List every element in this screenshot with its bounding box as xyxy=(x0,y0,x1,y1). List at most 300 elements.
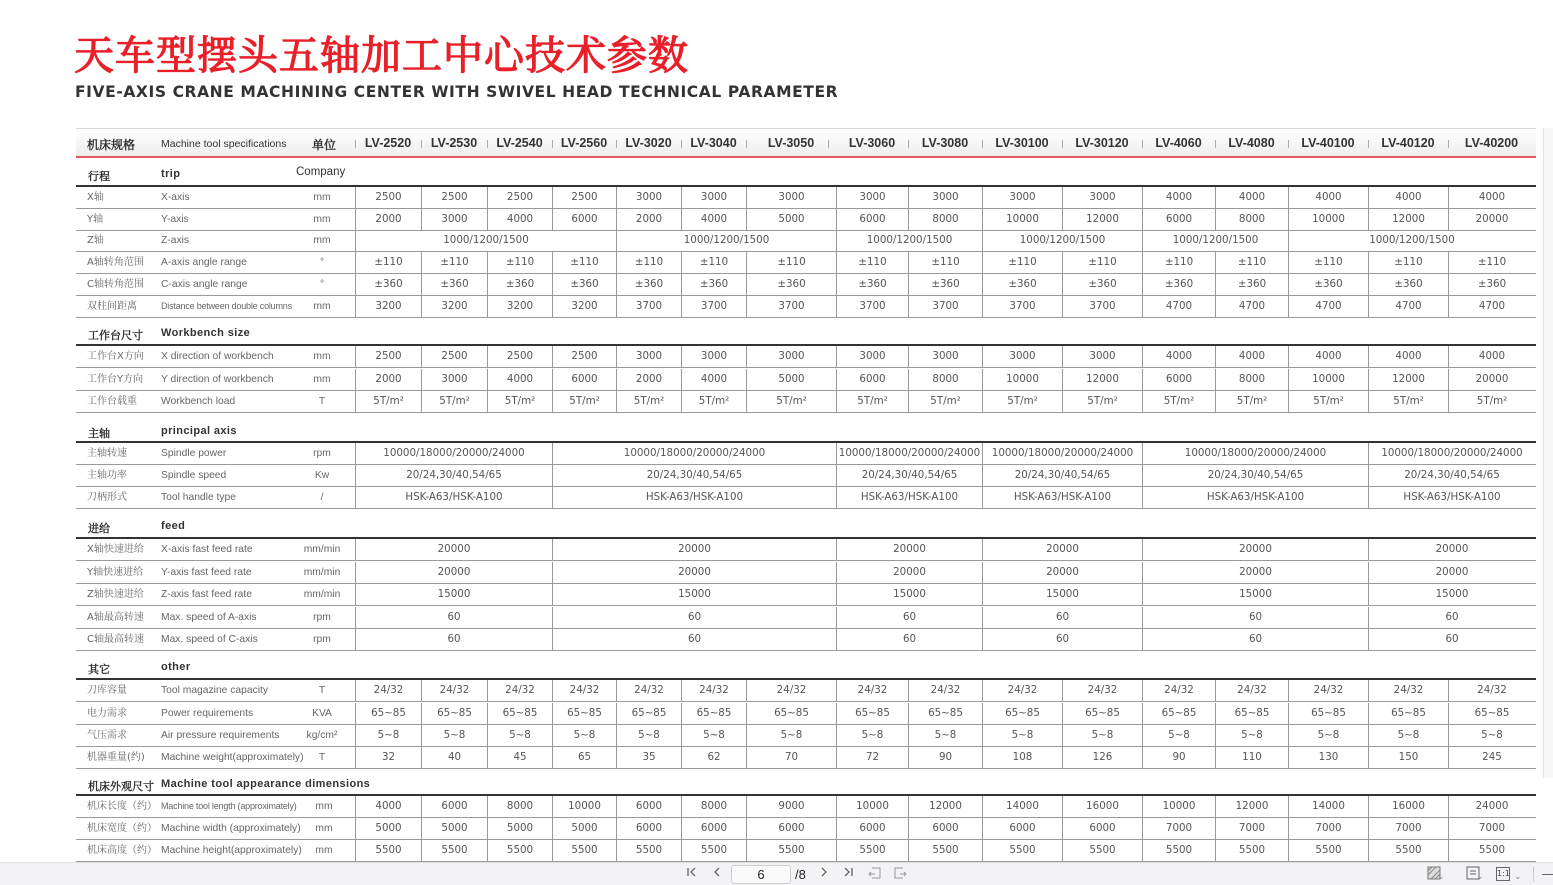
value-cell: 5T/m² xyxy=(746,391,836,412)
value-cell: 3000 xyxy=(982,187,1062,208)
chevron-left-icon xyxy=(711,866,723,878)
value-cell: 9000 xyxy=(746,796,836,817)
value-cell: ±360 xyxy=(681,274,746,295)
table-row xyxy=(76,252,1536,274)
value-cell: 3700 xyxy=(616,296,681,317)
value-cell: 60 xyxy=(552,629,836,650)
value-cell: 20000 xyxy=(1368,539,1535,560)
value-cell: 3000 xyxy=(681,346,746,367)
value-cell: ±110 xyxy=(487,252,552,273)
value-cell: ±360 xyxy=(982,274,1062,295)
model-header: LV-3050 xyxy=(767,136,815,150)
value-cell: ±110 xyxy=(681,252,746,273)
value-cell: 2500 xyxy=(487,187,552,208)
value-cell: 6000 xyxy=(681,818,746,839)
value-cell: 4000 xyxy=(1215,346,1288,367)
value-cell: 10000/18000/20000/24000 xyxy=(355,443,552,464)
value-cell: 10000 xyxy=(982,209,1062,230)
value-cell: 3700 xyxy=(982,296,1062,317)
value-cell: 12000 xyxy=(1062,209,1142,230)
section-title-en: principal axis xyxy=(161,425,237,437)
value-cell: 5000 xyxy=(552,818,616,839)
value-cell: 4000 xyxy=(1368,187,1448,208)
value-cell: 5T/m² xyxy=(487,391,552,412)
value-cell: ±360 xyxy=(1288,274,1368,295)
value-cell: 3000 xyxy=(681,187,746,208)
value-cell: 35 xyxy=(616,747,681,768)
rotate-back-button[interactable] xyxy=(867,866,883,883)
value-cell: HSK-A63/HSK-A100 xyxy=(355,487,552,508)
value-cell: 65~85 xyxy=(982,703,1062,724)
table-row xyxy=(76,274,1536,296)
row-label-cn: Y轴快速进给 xyxy=(87,567,144,578)
value-cell: 1000/1200/1500 xyxy=(982,230,1142,251)
value-cell: 10000/18000/20000/24000 xyxy=(1368,443,1535,464)
row-label-en: Max. speed of C-axis xyxy=(161,634,258,645)
row-label-en: Max. speed of A-axis xyxy=(161,612,257,623)
value-cell: 110 xyxy=(1215,747,1288,768)
unit-column-label: Company xyxy=(296,166,346,178)
value-cell: 10000/18000/20000/24000 xyxy=(982,443,1142,464)
value-cell: 10000 xyxy=(1288,209,1368,230)
value-cell: 5500 xyxy=(1215,840,1288,861)
row-label-en: Y-axis xyxy=(161,214,189,225)
row-label-cn: 主轴转速 xyxy=(87,448,127,459)
chevron-down-icon: ⌄ xyxy=(1514,872,1522,882)
row-label-en: Distance between double columns xyxy=(161,301,292,311)
value-cell: 14000 xyxy=(982,796,1062,817)
value-cell: 6000 xyxy=(421,796,487,817)
value-cell: 6000 xyxy=(616,796,681,817)
header-separator xyxy=(828,140,829,148)
header-separator xyxy=(1448,140,1449,148)
value-cell: 20000 xyxy=(552,562,836,583)
value-cell: 20000 xyxy=(1448,369,1535,390)
row-label-en: X-axis xyxy=(161,192,190,203)
value-cell: HSK-A63/HSK-A100 xyxy=(552,487,836,508)
section-title-en: Machine tool appearance dimensions xyxy=(161,778,371,790)
value-cell: ±110 xyxy=(746,252,836,273)
value-cell: ±110 xyxy=(1448,252,1535,273)
row-label-cn: Y轴 xyxy=(87,214,104,225)
page-back-icon xyxy=(868,866,882,880)
header-separator xyxy=(1142,140,1143,148)
value-cell: ±110 xyxy=(1142,252,1215,273)
page-total: /8 xyxy=(795,867,806,882)
value-cell: 3000 xyxy=(908,346,982,367)
value-cell: 15000 xyxy=(982,584,1142,605)
value-cell: 2000 xyxy=(355,369,421,390)
value-cell: 4700 xyxy=(1142,296,1215,317)
header-separator xyxy=(746,140,747,148)
first-page-button[interactable] xyxy=(684,866,700,883)
value-cell: 70 xyxy=(746,747,836,768)
value-cell: ±360 xyxy=(421,274,487,295)
page-title-english: FIVE-AXIS CRANE MACHINING CENTER WITH SWIVEL HEAD TECHNICAL PARAMETER xyxy=(75,82,839,101)
value-cell: ±110 xyxy=(1062,252,1142,273)
header-spec-en: Machine tool specifications xyxy=(161,138,287,150)
row-label-en: Z-axis xyxy=(161,235,190,246)
page-forward-icon xyxy=(893,866,907,880)
value-cell: 3000 xyxy=(908,187,982,208)
value-cell: 1000/1200/1500 xyxy=(355,230,616,251)
model-header: LV-40100 xyxy=(1301,136,1355,150)
row-unit: mm/min xyxy=(303,567,341,578)
section-title-cn: 机床外观尺寸 xyxy=(88,780,154,793)
value-cell: 5500 xyxy=(1062,840,1142,861)
value-cell: 245 xyxy=(1448,747,1535,768)
row-unit: rpm xyxy=(313,634,331,645)
header-separator xyxy=(355,140,356,148)
value-cell: 7000 xyxy=(1368,818,1448,839)
value-cell: 1000/1200/1500 xyxy=(616,230,836,251)
section-title-en: Workbench size xyxy=(161,327,251,339)
table-row xyxy=(76,443,1536,465)
row-unit: mm xyxy=(313,301,331,312)
value-cell: 3200 xyxy=(421,296,487,317)
highlight-tool-button[interactable] xyxy=(1419,866,1449,883)
value-cell: 5500 xyxy=(355,840,421,861)
value-cell: 65~85 xyxy=(421,703,487,724)
value-cell: 12000 xyxy=(1062,369,1142,390)
row-label-en: Y-axis fast feed rate xyxy=(161,567,252,578)
value-cell: 20000 xyxy=(1142,562,1368,583)
value-cell: 65~85 xyxy=(355,703,421,724)
value-cell: 130 xyxy=(1288,747,1368,768)
value-cell: 60 xyxy=(355,607,552,628)
value-cell: 10000/18000/20000/24000 xyxy=(836,443,982,464)
value-cell: 2000 xyxy=(355,209,421,230)
value-cell: 5T/m² xyxy=(1142,391,1215,412)
row-label-en: Spindle speed xyxy=(161,470,227,481)
last-page-button[interactable] xyxy=(840,866,856,883)
row-unit: mm xyxy=(315,845,333,856)
value-cell: 60 xyxy=(1142,629,1368,650)
value-cell: 10000 xyxy=(552,796,616,817)
value-cell: ±360 xyxy=(1215,274,1288,295)
value-cell: 4700 xyxy=(1215,296,1288,317)
value-cell: 5~8 xyxy=(1062,725,1142,746)
value-cell: 5~8 xyxy=(1215,725,1288,746)
value-cell: 4000 xyxy=(681,369,746,390)
table-row xyxy=(76,562,1536,584)
value-cell: 65~85 xyxy=(1288,703,1368,724)
value-cell: 65~85 xyxy=(616,703,681,724)
value-cell: 5~8 xyxy=(1142,725,1215,746)
value-cell: 5~8 xyxy=(836,725,908,746)
value-cell: 15000 xyxy=(355,584,552,605)
header-separator xyxy=(616,140,617,148)
value-cell: ±360 xyxy=(1448,274,1535,295)
value-cell: 10000 xyxy=(836,796,908,817)
value-cell: 3000 xyxy=(836,187,908,208)
value-cell: 5500 xyxy=(982,840,1062,861)
value-cell: 60 xyxy=(1368,607,1535,628)
header-unit: 单位 xyxy=(312,138,337,152)
row-label-en: Tool magazine capacity xyxy=(161,685,269,696)
header-separator xyxy=(908,140,909,148)
value-cell: 7000 xyxy=(1215,818,1288,839)
row-unit: T xyxy=(318,685,326,696)
value-cell: 5~8 xyxy=(681,725,746,746)
table-row xyxy=(76,369,1536,391)
value-cell: 20000 xyxy=(355,562,552,583)
value-cell: 6000 xyxy=(836,369,908,390)
value-cell: 7000 xyxy=(1142,818,1215,839)
value-cell: 24/32 xyxy=(1142,680,1215,701)
chevron-down-icon: ⌄ xyxy=(1437,872,1445,882)
value-cell: 24/32 xyxy=(836,680,908,701)
row-label-cn: 机床高度（约） xyxy=(87,845,157,856)
value-cell: ±110 xyxy=(616,252,681,273)
header-separator xyxy=(1215,140,1216,148)
value-cell: 4000 xyxy=(355,796,421,817)
value-cell: 24/32 xyxy=(1448,680,1535,701)
value-cell: 24/32 xyxy=(1215,680,1288,701)
page-number-input[interactable]: 6 xyxy=(731,865,791,884)
value-cell: ±360 xyxy=(746,274,836,295)
value-cell: 3000 xyxy=(1062,346,1142,367)
row-label-cn: X轴快速进给 xyxy=(87,544,144,555)
value-cell: 65~85 xyxy=(1062,703,1142,724)
value-cell: 5500 xyxy=(681,840,746,861)
section-title-cn: 主轴 xyxy=(88,427,110,440)
table-row xyxy=(76,187,1536,209)
value-cell: HSK-A63/HSK-A100 xyxy=(1142,487,1368,508)
row-label-cn: 机床宽度（约） xyxy=(87,823,157,834)
value-cell: 12000 xyxy=(1368,369,1448,390)
value-cell: ±110 xyxy=(1215,252,1288,273)
value-cell: 5000 xyxy=(487,818,552,839)
header-separator xyxy=(681,140,682,148)
value-cell: 3000 xyxy=(746,346,836,367)
row-label-en: Machine width (approximately) xyxy=(161,823,301,834)
value-cell: ±360 xyxy=(1368,274,1448,295)
table-row xyxy=(76,607,1536,629)
value-cell: 5T/m² xyxy=(616,391,681,412)
value-cell: 90 xyxy=(908,747,982,768)
table-row xyxy=(76,725,1536,747)
value-cell: 10000/18000/20000/24000 xyxy=(1142,443,1368,464)
row-label-en: A-axis angle range xyxy=(161,257,247,268)
value-cell: 8000 xyxy=(908,209,982,230)
row-unit: mm xyxy=(315,823,333,834)
value-cell: 20/24,30/40,54/65 xyxy=(1142,465,1368,486)
value-cell: 45 xyxy=(487,747,552,768)
row-label-en: X-axis fast feed rate xyxy=(161,544,253,555)
value-cell: 24/32 xyxy=(746,680,836,701)
row-label-cn: 刀库容量 xyxy=(87,685,127,696)
row-unit: rpm xyxy=(313,612,331,623)
value-cell: 5T/m² xyxy=(908,391,982,412)
value-cell: 32 xyxy=(355,747,421,768)
row-label-cn: A轴转角范围 xyxy=(87,257,144,268)
row-unit: mm xyxy=(313,351,331,362)
header-spec-cn: 机床规格 xyxy=(87,138,136,152)
value-cell: 24/32 xyxy=(982,680,1062,701)
value-cell: ±360 xyxy=(552,274,616,295)
value-cell: 20000 xyxy=(982,539,1142,560)
value-cell: 6000 xyxy=(908,818,982,839)
value-cell: 8000 xyxy=(681,796,746,817)
value-cell: 65~85 xyxy=(1368,703,1448,724)
value-cell: 2000 xyxy=(616,369,681,390)
value-cell: 24/32 xyxy=(1368,680,1448,701)
value-cell: ±110 xyxy=(552,252,616,273)
row-label-cn: Z轴快速进给 xyxy=(87,589,144,600)
row-unit: mm xyxy=(313,214,331,225)
row-label-cn: 机器重量(约) xyxy=(87,752,145,763)
value-cell: 4000 xyxy=(1368,346,1448,367)
row-label-en: Machine height(approximately) xyxy=(161,845,302,856)
table-row xyxy=(76,818,1536,840)
value-cell: 1000/1200/1500 xyxy=(836,230,982,251)
value-cell: 10000 xyxy=(1288,369,1368,390)
value-cell: 24/32 xyxy=(355,680,421,701)
value-cell: ±110 xyxy=(1288,252,1368,273)
value-cell: 65~85 xyxy=(1142,703,1215,724)
value-cell: 4000 xyxy=(1448,187,1535,208)
vertical-scrollbar[interactable] xyxy=(1543,128,1553,778)
value-cell: 65~85 xyxy=(487,703,552,724)
value-cell: 5000 xyxy=(421,818,487,839)
section-title-cn: 其它 xyxy=(88,663,110,676)
value-cell: 65~85 xyxy=(836,703,908,724)
model-header: LV-2530 xyxy=(430,136,478,150)
value-cell: 5000 xyxy=(746,209,836,230)
value-cell: ±360 xyxy=(908,274,982,295)
value-cell: 6000 xyxy=(552,369,616,390)
section-title-cn: 工作台尺寸 xyxy=(88,329,143,342)
value-cell: 3000 xyxy=(1062,187,1142,208)
value-cell: 4000 xyxy=(1142,187,1215,208)
value-cell: 65~85 xyxy=(1448,703,1535,724)
value-cell: 6000 xyxy=(1142,369,1215,390)
value-cell: ±360 xyxy=(836,274,908,295)
value-cell: 2500 xyxy=(487,346,552,367)
value-cell: 4700 xyxy=(1288,296,1368,317)
value-cell: 20000 xyxy=(1142,539,1368,560)
value-cell: 2500 xyxy=(355,187,421,208)
value-cell: HSK-A63/HSK-A100 xyxy=(982,487,1142,508)
value-cell: 20/24,30/40,54/65 xyxy=(1368,465,1535,486)
value-cell: 3000 xyxy=(421,209,487,230)
value-cell: 2500 xyxy=(355,346,421,367)
actual-size-button[interactable] xyxy=(1496,866,1526,883)
value-cell: 108 xyxy=(982,747,1062,768)
value-cell: 1000/1200/1500 xyxy=(1288,230,1535,251)
row-label-cn: 工作台载重 xyxy=(87,396,137,407)
value-cell: 3000 xyxy=(982,346,1062,367)
value-cell: 3700 xyxy=(1062,296,1142,317)
value-cell: 8000 xyxy=(487,796,552,817)
value-cell: 90 xyxy=(1142,747,1215,768)
value-cell: 5~8 xyxy=(1448,725,1535,746)
actual-size-icon: 1:1 xyxy=(1496,867,1510,881)
value-cell: 20/24,30/40,54/65 xyxy=(982,465,1142,486)
row-unit: rpm xyxy=(313,448,331,459)
value-cell: 6000 xyxy=(552,209,616,230)
value-cell: 3700 xyxy=(908,296,982,317)
value-cell: 20000 xyxy=(836,562,982,583)
value-cell: 126 xyxy=(1062,747,1142,768)
value-cell: 3000 xyxy=(616,346,681,367)
value-cell: 5T/m² xyxy=(1368,391,1448,412)
value-cell: 60 xyxy=(836,629,982,650)
model-header: LV-3040 xyxy=(690,136,737,150)
value-cell: 24/32 xyxy=(552,680,616,701)
value-cell: 72 xyxy=(836,747,908,768)
row-unit: T xyxy=(318,396,326,407)
model-header: LV-30120 xyxy=(1075,136,1129,150)
value-cell: 5~8 xyxy=(982,725,1062,746)
table-row xyxy=(76,391,1536,413)
row-label-cn: 工作台X方向 xyxy=(87,351,144,362)
value-cell: 3200 xyxy=(487,296,552,317)
value-cell: 16000 xyxy=(1062,796,1142,817)
row-label-cn: 刀柄形式 xyxy=(87,492,127,503)
value-cell: 16000 xyxy=(1368,796,1448,817)
value-cell: 5T/m² xyxy=(1288,391,1368,412)
value-cell: 3000 xyxy=(746,187,836,208)
row-label-cn: X轴 xyxy=(87,192,104,203)
value-cell: 60 xyxy=(1142,607,1368,628)
table-row xyxy=(76,209,1536,231)
value-cell: 20000 xyxy=(836,539,982,560)
value-cell: 24/32 xyxy=(421,680,487,701)
model-header: LV-3060 xyxy=(848,136,896,150)
model-header: LV-4060 xyxy=(1155,136,1202,150)
value-cell: 24/32 xyxy=(681,680,746,701)
row-label-cn: 工作台Y方向 xyxy=(87,374,144,385)
row-unit: kg/cm² xyxy=(306,730,338,741)
table-row xyxy=(76,747,1536,769)
value-cell: 5~8 xyxy=(1368,725,1448,746)
value-cell: ±360 xyxy=(1142,274,1215,295)
rotate-forward-button[interactable] xyxy=(892,866,908,883)
model-header: LV-40120 xyxy=(1381,136,1435,150)
value-cell: 12000 xyxy=(1215,796,1288,817)
value-cell: 65~85 xyxy=(746,703,836,724)
row-label-en: Tool handle type xyxy=(161,492,236,503)
value-cell: 20000 xyxy=(1368,562,1535,583)
table-row xyxy=(76,680,1536,702)
section-title-en: trip xyxy=(161,168,181,180)
value-cell: 5T/m² xyxy=(681,391,746,412)
pdf-toolbar xyxy=(0,862,1553,885)
value-cell: 20000 xyxy=(552,539,836,560)
value-cell: 40 xyxy=(421,747,487,768)
value-cell: 3200 xyxy=(355,296,421,317)
next-page-button[interactable] xyxy=(816,866,832,883)
value-cell: 6000 xyxy=(836,818,908,839)
value-cell: 2000 xyxy=(616,209,681,230)
row-unit: mm xyxy=(313,235,331,246)
prev-page-button[interactable] xyxy=(709,866,725,883)
page-layout-button[interactable] xyxy=(1458,866,1488,883)
value-cell: 65~85 xyxy=(552,703,616,724)
value-cell: 5500 xyxy=(616,840,681,861)
zoom-out-icon[interactable] xyxy=(1542,874,1553,875)
row-label-en: C-axis angle range xyxy=(161,279,248,290)
value-cell: 4000 xyxy=(681,209,746,230)
value-cell: 20000 xyxy=(982,562,1142,583)
row-label-cn: 双柱间距离 xyxy=(87,301,137,312)
value-cell: ±110 xyxy=(836,252,908,273)
value-cell: ±110 xyxy=(982,252,1062,273)
model-header: LV-2560 xyxy=(560,136,608,150)
table-row xyxy=(76,539,1536,561)
